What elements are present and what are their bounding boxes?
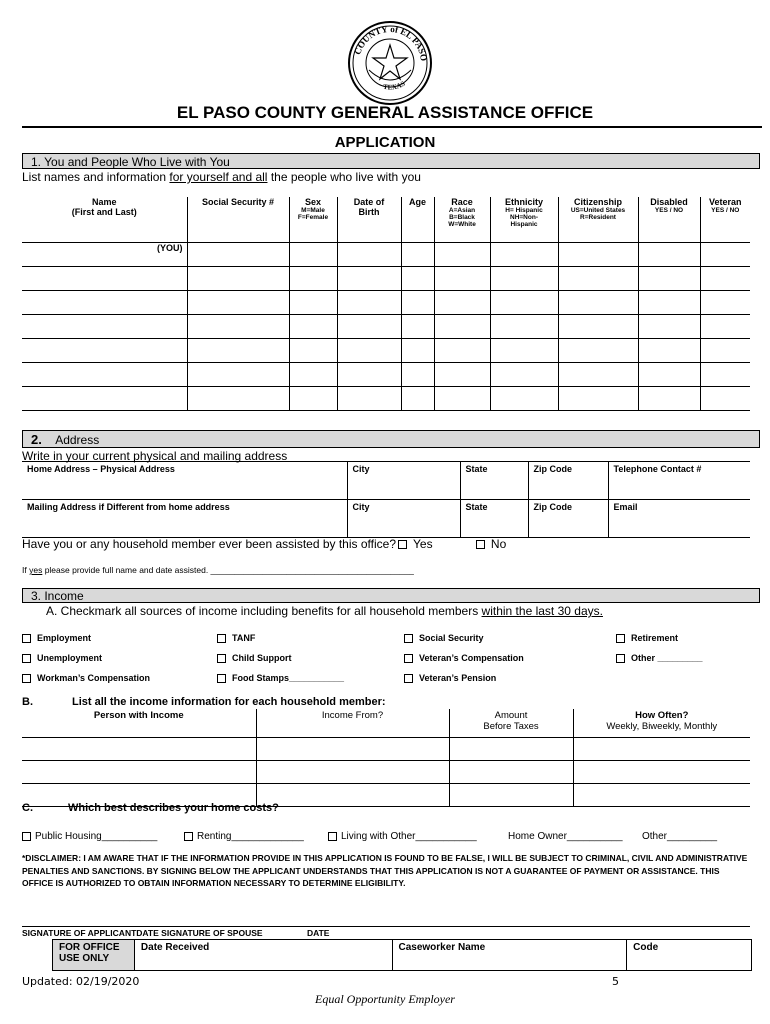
household-cell[interactable] — [490, 315, 558, 339]
household-cell[interactable] — [289, 339, 337, 363]
household-cell[interactable] — [434, 267, 490, 291]
household-cell[interactable] — [490, 243, 558, 267]
household-cell[interactable] — [401, 267, 434, 291]
income-instruction-a: A. Checkmark all sources of income including benefits for all household members within the last 30 days. — [46, 604, 603, 618]
column-label: Date of — [353, 197, 385, 207]
address-field[interactable]: City — [347, 500, 460, 538]
home-cost-option — [328, 831, 477, 842]
applicant-date-label: DATE — [136, 928, 159, 938]
column-sub: Birth — [358, 207, 380, 217]
household-cell[interactable] — [638, 243, 700, 267]
income-source-label: Social Security — [419, 633, 484, 643]
column-header — [638, 197, 700, 243]
household-cell[interactable] — [187, 267, 289, 291]
household-cell[interactable] — [337, 315, 401, 339]
household-cell[interactable] — [22, 315, 187, 339]
income-column-label: Person with Income — [93, 710, 184, 721]
page-number: 5 — [612, 975, 619, 988]
column-header — [558, 197, 638, 243]
seal-text-bottom: TEXAS — [382, 79, 407, 92]
household-cell[interactable] — [638, 267, 700, 291]
household-cell[interactable] — [490, 339, 558, 363]
household-cell[interactable] — [289, 315, 337, 339]
column-header — [22, 197, 187, 243]
household-cell[interactable] — [401, 363, 434, 387]
household-cell[interactable] — [434, 315, 490, 339]
income-source-checkbox[interactable] — [22, 634, 31, 643]
household-cell[interactable] — [700, 291, 750, 315]
home-cost-checkbox[interactable] — [22, 832, 31, 841]
county-seal — [347, 20, 433, 106]
code-cell[interactable]: Code — [627, 940, 752, 971]
column-header — [289, 197, 337, 243]
household-cell[interactable] — [434, 363, 490, 387]
household-cell[interactable] — [187, 339, 289, 363]
address-field[interactable]: Zip Code — [528, 462, 608, 500]
household-cell[interactable] — [558, 363, 638, 387]
income-source-label: TANF — [232, 633, 256, 643]
household-cell[interactable] — [289, 243, 337, 267]
section1-heading: 1. You and People Who Live with You — [22, 153, 760, 169]
income-column-header — [449, 709, 573, 738]
household-cell[interactable] — [434, 339, 490, 363]
home-cost-option — [184, 831, 304, 842]
household-table — [22, 197, 750, 411]
income-row — [22, 761, 750, 784]
column-label: Race — [451, 197, 473, 207]
household-row — [22, 387, 750, 411]
household-cell[interactable] — [700, 339, 750, 363]
household-cell[interactable] — [700, 315, 750, 339]
seal-text-top: COUNTY of EL PASO — [352, 23, 430, 62]
household-cell[interactable] — [289, 387, 337, 411]
section3-heading: 3. Income — [22, 588, 760, 603]
column-label: Social Security # — [201, 197, 275, 207]
income-source-option — [404, 673, 496, 683]
address-field[interactable]: Telephone Contact # — [608, 462, 750, 500]
household-cell[interactable] — [700, 387, 750, 411]
household-cell[interactable] — [22, 387, 187, 411]
household-cell[interactable] — [22, 363, 187, 387]
income-column-header — [256, 709, 449, 738]
household-cell[interactable] — [490, 267, 558, 291]
income-cell[interactable] — [449, 738, 573, 761]
column-label: Age — [408, 197, 426, 207]
caseworker-cell[interactable]: Caseworker Name — [392, 940, 627, 971]
updated-date: Updated: 02/19/2020 — [22, 975, 140, 988]
household-cell[interactable] — [558, 243, 638, 267]
household-cell[interactable] — [187, 387, 289, 411]
income-column-sub: Before Taxes — [483, 721, 539, 732]
section1-instruction: List names and information for yourself and all the people who live with you — [22, 170, 421, 184]
income-source-checkbox[interactable] — [217, 674, 226, 683]
address-field[interactable]: Mailing Address if Different from home address — [22, 500, 347, 538]
address-field[interactable]: State — [460, 500, 528, 538]
yes-label: Yes — [413, 537, 433, 551]
income-column-label: Income From? — [321, 710, 384, 721]
household-cell[interactable] — [289, 363, 337, 387]
column-sub: YES / NO — [711, 207, 740, 214]
household-cell[interactable] — [558, 387, 638, 411]
column-label: Disabled — [650, 197, 688, 207]
household-cell[interactable] — [434, 387, 490, 411]
income-source-label: Unemployment — [37, 653, 103, 663]
home-cost-label: Living with Other___________ — [341, 831, 477, 842]
income-cell[interactable] — [573, 761, 750, 784]
household-cell[interactable] — [401, 315, 434, 339]
household-row — [22, 291, 750, 315]
household-row — [22, 243, 750, 267]
household-cell[interactable] — [289, 267, 337, 291]
income-source-label: Child Support — [232, 653, 292, 663]
household-cell[interactable] — [337, 363, 401, 387]
column-sub: H= Hispanic NH=Non- Hispanic — [505, 207, 543, 228]
income-source-checkbox[interactable] — [22, 654, 31, 663]
column-sub: US=United States R=Resident — [570, 207, 626, 221]
office-use-label: FOR OFFICE USE ONLY — [53, 940, 135, 971]
column-label: Ethnicity — [504, 197, 543, 207]
spouse-date-label: DATE — [306, 928, 330, 938]
column-sub: (First and Last) — [71, 207, 137, 217]
household-row — [22, 363, 750, 387]
income-source-checkbox[interactable] — [22, 674, 31, 683]
office-use-table — [52, 939, 752, 971]
address-field[interactable]: City — [347, 462, 460, 500]
income-column-label: How Often? — [635, 710, 689, 721]
assisted-followup: If yes please provide full name and date assisted. ___________________________________________ — [22, 565, 414, 575]
household-cell[interactable] — [401, 243, 434, 267]
household-cell[interactable] — [187, 243, 289, 267]
address-field[interactable]: Zip Code — [528, 500, 608, 538]
income-source-option — [404, 633, 484, 643]
income-cell[interactable] — [256, 738, 449, 761]
yes-checkbox[interactable] — [398, 540, 407, 549]
home-cost-label: Renting_____________ — [197, 831, 304, 842]
household-cell[interactable] — [337, 339, 401, 363]
household-cell[interactable] — [638, 291, 700, 315]
income-source-option — [404, 653, 524, 663]
income-source-option — [22, 653, 102, 663]
household-row — [22, 315, 750, 339]
home-cost-label: Home Owner__________ — [508, 831, 623, 842]
page-subtitle: APPLICATION — [334, 134, 436, 151]
household-cell[interactable] — [337, 387, 401, 411]
household-cell[interactable] — [490, 363, 558, 387]
income-source-label: Workman’s Compensation — [37, 673, 151, 683]
income-cell[interactable] — [573, 784, 750, 807]
income-cell[interactable] — [256, 761, 449, 784]
household-cell[interactable] — [700, 363, 750, 387]
income-source-label: Retirement — [631, 633, 679, 643]
income-b-label: B. — [22, 696, 33, 708]
column-sub: M=Male F=Female — [297, 207, 329, 221]
column-header — [490, 197, 558, 243]
income-source-option — [217, 633, 255, 643]
column-label: Sex — [304, 197, 321, 207]
household-cell[interactable] — [22, 339, 187, 363]
household-cell[interactable] — [638, 315, 700, 339]
income-source-checkbox[interactable] — [217, 654, 226, 663]
home-c-label: C. — [22, 802, 33, 814]
column-header — [434, 197, 490, 243]
income-source-label: Employment — [37, 633, 92, 643]
eoe-footer: Equal Opportunity Employer — [315, 992, 455, 1006]
income-source-option — [22, 633, 91, 643]
income-b-text: List all the income information for each household member: — [72, 696, 386, 708]
income-source-checkbox[interactable] — [217, 634, 226, 643]
household-cell[interactable] — [434, 291, 490, 315]
title-rule — [22, 126, 762, 128]
income-source-checkbox[interactable] — [616, 654, 625, 663]
home-cost-option — [642, 831, 717, 842]
household-cell[interactable] — [337, 291, 401, 315]
address-table — [22, 461, 750, 538]
income-source-label: Veteran’s Pension — [419, 673, 497, 683]
income-row — [22, 738, 750, 761]
household-cell[interactable] — [401, 387, 434, 411]
income-cell[interactable] — [22, 738, 256, 761]
home-cost-label: Public Housing__________ — [35, 831, 158, 842]
no-label: No — [490, 537, 507, 551]
signature-line[interactable] — [22, 926, 750, 927]
column-sub: YES / NO — [654, 207, 684, 214]
income-column-header — [573, 709, 750, 738]
income-source-checkbox[interactable] — [404, 674, 413, 683]
income-source-checkbox[interactable] — [404, 634, 413, 643]
income-source-option — [22, 673, 150, 683]
home-cost-option — [508, 831, 623, 842]
income-source-label: Other _________ — [631, 653, 703, 663]
column-header — [337, 197, 401, 243]
income-source-checkbox[interactable] — [616, 634, 625, 643]
applicant-signature-label: SIGNATURE OF APPLICANT — [22, 928, 137, 938]
household-cell[interactable] — [22, 291, 187, 315]
home-c-text: Which best describes your home costs? — [68, 802, 279, 814]
address-field[interactable]: State — [460, 462, 528, 500]
income-source-option — [217, 673, 344, 683]
household-cell[interactable] — [22, 267, 187, 291]
income-source-option — [616, 653, 703, 663]
household-cell[interactable]: (YOU) — [22, 243, 187, 267]
disclaimer: *DISCLAIMER: I AM AWARE THAT IF THE INFORMATION PROVIDE IN THIS APPLICATION IS FOUND TO BE FALSE, I WILL BE SUBJECT TO CRIMINAL, CIVIL AND ADMINISTRATIVE PENALTIES AND SANCTIONS. BY SIGNING BELOW THE APPLICANT UNDERSTANDS THAT THIS APPLICATION IS NOT A GUARANTEE OF PAYMENT OR ASSISTANCE. THIS OFFICE IS AUTHORIZED TO OBTAIN INFORMATION NECESSARY TO DETERMINE ELIGIBILITY. — [22, 853, 748, 888]
column-label: Name — [91, 197, 117, 207]
section2-heading: 2. Address — [22, 430, 760, 448]
home-cost-checkbox[interactable] — [184, 832, 193, 841]
income-source-checkbox[interactable] — [404, 654, 413, 663]
household-cell[interactable] — [401, 339, 434, 363]
income-table — [22, 709, 750, 807]
column-label: Citizenship — [573, 197, 622, 207]
household-cell[interactable] — [187, 363, 289, 387]
household-cell[interactable] — [337, 243, 401, 267]
column-label: Veteran — [708, 197, 742, 207]
home-cost-checkbox[interactable] — [328, 832, 337, 841]
column-header — [401, 197, 434, 243]
income-cell[interactable] — [449, 784, 573, 807]
column-header — [187, 197, 289, 243]
income-cell[interactable] — [256, 784, 449, 807]
page-title: EL PASO COUNTY GENERAL ASSISTANCE OFFICE — [176, 103, 594, 122]
household-cell[interactable] — [700, 267, 750, 291]
household-cell[interactable] — [289, 291, 337, 315]
income-source-label: Veteran’s Compensation — [419, 653, 524, 663]
assisted-question-row — [22, 537, 506, 551]
household-cell[interactable] — [187, 315, 289, 339]
household-cell[interactable] — [638, 339, 700, 363]
household-cell[interactable] — [187, 291, 289, 315]
household-cell[interactable] — [700, 243, 750, 267]
income-source-option — [217, 653, 292, 663]
income-column-sub: Weekly, Biweekly, Monthly — [606, 721, 718, 732]
household-row — [22, 339, 750, 363]
signature-labels — [22, 928, 329, 938]
address-field[interactable]: Email — [608, 500, 750, 538]
income-column-header — [22, 709, 256, 738]
household-cell[interactable] — [434, 243, 490, 267]
household-cell[interactable] — [490, 387, 558, 411]
home-cost-option — [22, 831, 157, 842]
household-row — [22, 267, 750, 291]
home-cost-label: Other_________ — [642, 831, 718, 842]
household-cell[interactable] — [558, 339, 638, 363]
income-cell[interactable] — [449, 761, 573, 784]
spouse-signature-label: SIGNATURE OF SPOUSE — [161, 928, 263, 938]
date-received-cell[interactable]: Date Received — [134, 940, 392, 971]
household-cell[interactable] — [638, 363, 700, 387]
address-field[interactable]: Home Address – Physical Address — [22, 462, 347, 500]
household-cell[interactable] — [401, 291, 434, 315]
income-cell[interactable] — [573, 738, 750, 761]
household-cell[interactable] — [558, 267, 638, 291]
household-cell[interactable] — [558, 315, 638, 339]
income-source-label: Food Stamps___________ — [232, 673, 345, 683]
household-cell[interactable] — [638, 387, 700, 411]
column-header — [700, 197, 750, 243]
assisted-question: Have you or any household member ever been assisted by this office? — [22, 537, 396, 551]
no-checkbox[interactable] — [476, 540, 485, 549]
column-sub: A=Asian B=Black W=White — [448, 207, 476, 228]
household-cell[interactable] — [337, 267, 401, 291]
income-source-option — [616, 633, 678, 643]
section2-instruction: Write in your current physical and mailing address — [22, 449, 288, 463]
income-column-label: Amount — [494, 710, 528, 721]
household-cell[interactable] — [558, 291, 638, 315]
income-cell[interactable] — [22, 761, 256, 784]
household-cell[interactable] — [490, 291, 558, 315]
